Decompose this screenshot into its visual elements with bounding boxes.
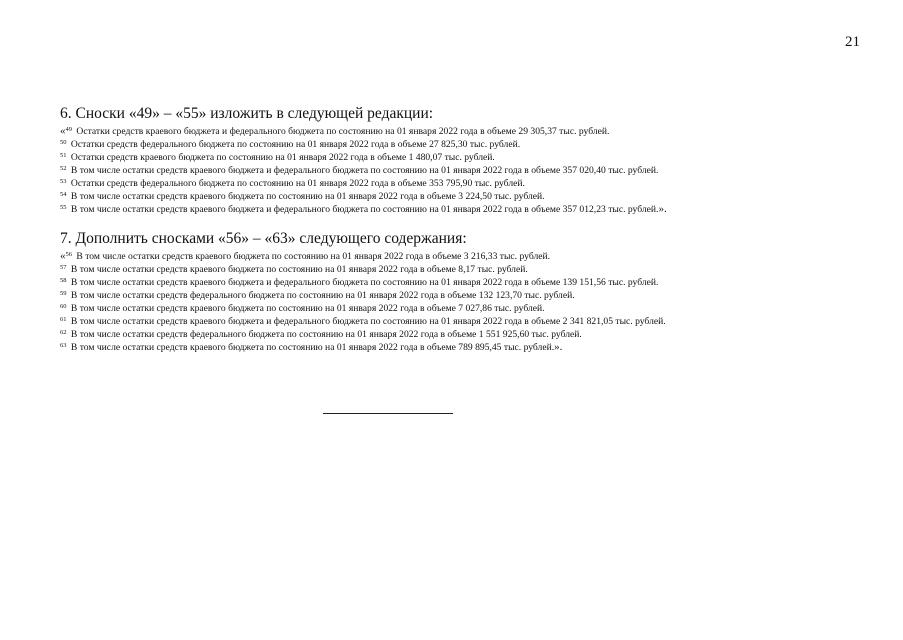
footnote-text: В том числе остатки средств федерального бюджета по состоянию на 01 января 2022 года в объеме 132 123,70 тыс. рублей.: [68, 290, 575, 301]
footnote-text: В том числе остатки средств краевого бюджета по состоянию на 01 января 2022 года в объеме 7 027,86 тыс. рублей.: [68, 303, 545, 314]
footnote-text: В том числе остатки средств краевого бюджета и федерального бюджета по состоянию на 01 января 2022 года в объеме 139 151,56 тыс. рублей.: [68, 277, 659, 288]
footnote-text: Остатки средств краевого бюджета и федерального бюджета по состоянию на 01 января 2022 года в объеме 29 305,37 тыс. рублей.: [74, 126, 610, 137]
footnote-text: В том числе остатки средств краевого бюджета по состоянию на 01 января 2022 года в объеме 789 895,45 тыс. рублей.: [68, 342, 555, 353]
footnote-number: 61: [60, 316, 67, 323]
footnote-text: В том числе остатки средств краевого бюджета по состоянию на 01 января 2022 года в объеме 3 216,33 тыс. рублей.: [74, 251, 551, 262]
section-7-heading: 7. Дополнить сносками «56» – «63» следующего содержания:: [60, 230, 467, 247]
footnote-list: [60, 125, 860, 216]
close-quote: ».: [658, 203, 667, 215]
open-quote: «: [60, 125, 66, 137]
footnote-55: [60, 203, 860, 216]
section-6-heading: 6. Сноски «49» – «55» изложить в следующей редакции:: [60, 105, 434, 122]
footnote-51: [60, 151, 860, 164]
footnote-list: [60, 250, 860, 354]
footnote-number: 63: [60, 342, 67, 349]
footnote-text: Остатки средств краевого бюджета по состоянию на 01 января 2022 года в объеме 1 480,07 тыс. рублей.: [68, 152, 495, 163]
footnote-57: [60, 263, 860, 276]
footnote-58: [60, 276, 860, 289]
footnote-number: 58: [60, 277, 67, 284]
footnote-text: В том числе остатки средств краевого бюджета и федерального бюджета по состоянию на 01 января 2022 года в объеме 357 012,23 тыс. рублей.: [68, 204, 659, 215]
footnote-text: В том числе остатки средств краевого бюджета и федерального бюджета по состоянию на 01 января 2022 года в объеме 2 341 821,05 тыс. рублей.: [68, 316, 666, 327]
footnote-number: 55: [60, 204, 67, 211]
footnote-number: 57: [60, 264, 67, 271]
footnote-text: Остатки средств федерального бюджета по состоянию на 01 января 2022 года в объеме 27 825,30 тыс. рублей.: [68, 139, 521, 150]
footnote-number: 49: [65, 126, 72, 133]
footnote-60: [60, 302, 860, 315]
footnote-number: 50: [60, 139, 67, 146]
footnote-text: В том числе остатки средств федерального бюджета по состоянию на 01 января 2022 года в объеме 1 551 925,60 тыс. рублей.: [68, 329, 582, 340]
footnote-number: 54: [60, 191, 67, 198]
footnote-text: В том числе остатки средств краевого бюджета по состоянию на 01 января 2022 года в объеме 3 224,50 тыс. рублей.: [68, 191, 545, 202]
end-divider: [323, 413, 453, 414]
footnote-63: [60, 341, 860, 354]
footnote-number: 59: [60, 290, 67, 297]
section-6: [60, 105, 860, 216]
footnote-number: 60: [60, 303, 67, 310]
footnote-number: 53: [60, 178, 67, 185]
footnote-49: [60, 125, 860, 138]
footnote-52: [60, 164, 860, 177]
footnote-number: 56: [65, 251, 72, 258]
footnote-62: [60, 328, 860, 341]
close-quote: ».: [554, 341, 563, 353]
open-quote: «: [60, 250, 66, 262]
footnote-text: Остатки средств федерального бюджета по состоянию на 01 января 2022 года в объеме 353 795,90 тыс. рублей.: [68, 178, 525, 189]
footnote-number: 51: [60, 152, 67, 159]
footnote-61: [60, 315, 860, 328]
section-7: [60, 230, 860, 354]
footnote-text: В том числе остатки средств краевого бюджета и федерального бюджета по состоянию на 01 января 2022 года в объеме 357 020,40 тыс. рублей.: [68, 165, 659, 176]
footnote-number: 52: [60, 165, 67, 172]
page-number: 21: [845, 34, 860, 50]
footnote-50: [60, 138, 860, 151]
footnote-53: [60, 177, 860, 190]
footnote-text: В том числе остатки средств краевого бюджета по состоянию на 01 января 2022 года в объеме 8,17 тыс. рублей.: [68, 264, 528, 275]
footnote-59: [60, 289, 860, 302]
footnote-56: [60, 250, 860, 263]
footnote-number: 62: [60, 329, 67, 336]
footnote-54: [60, 190, 860, 203]
